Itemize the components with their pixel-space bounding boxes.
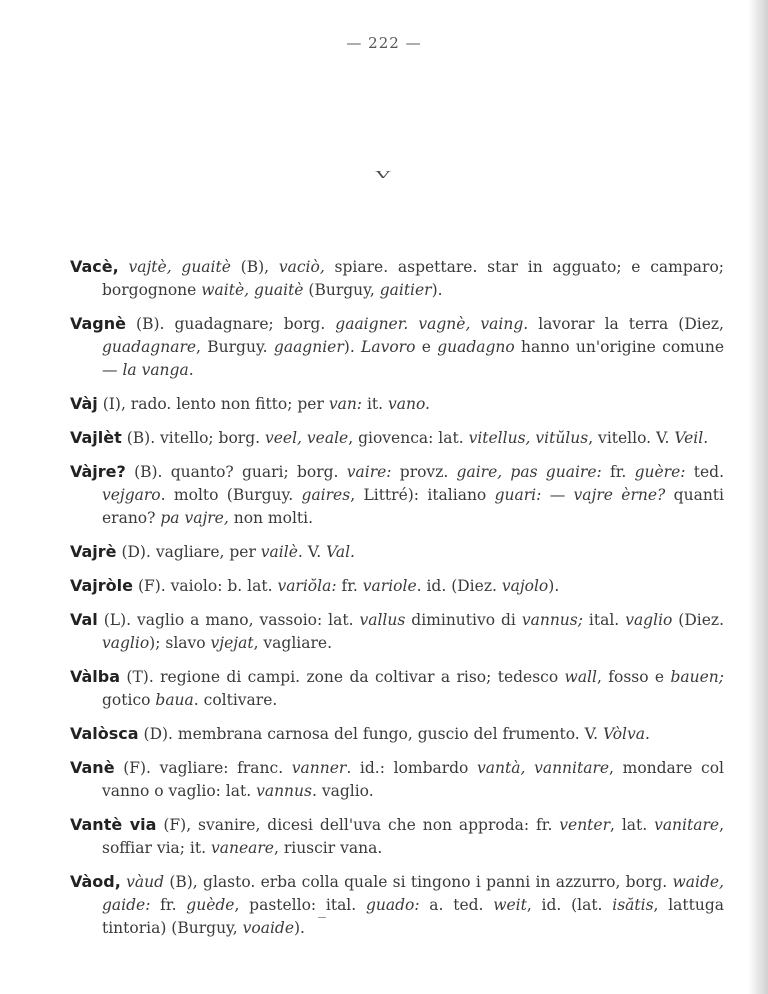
entry-italic-term: la vanga. <box>122 361 194 379</box>
page-number: — 222 — <box>346 34 422 52</box>
entry-text: . id.: lombardo <box>346 759 478 777</box>
entry-text: , id. (lat. <box>526 896 613 914</box>
entry-italic-term: gaires <box>301 486 351 504</box>
entry-italic-term: Vòlva. <box>602 725 650 743</box>
entry-text: (B), <box>230 258 279 276</box>
dictionary-entry <box>70 608 724 655</box>
entry-text: , vagliare. <box>253 634 333 652</box>
entry-italic-term: vajre èrne? <box>573 486 666 504</box>
entry-text: (B), glasto. erba colla quale si tingono i panni in azzurro, borg. <box>164 873 673 891</box>
entry-text: ). <box>294 919 305 937</box>
dictionary-entry <box>70 460 724 530</box>
entry-text: . coltivare. <box>193 691 278 709</box>
entry-text: fr. <box>601 463 635 481</box>
entry-headword: Vajròle <box>70 576 134 595</box>
entry-headword: Vacè, <box>70 257 119 276</box>
entry-text: , mondare col vanno o vaglio: lat. <box>102 759 724 800</box>
entry-text: ); slavo <box>149 634 211 652</box>
dictionary-entry <box>70 813 724 860</box>
entry-text: (B). quanto? guari; borg. <box>125 463 347 481</box>
entry-text: . molto (Burguy. <box>160 486 302 504</box>
entry-italic-term: vanner <box>291 759 347 777</box>
entry-italic-term: gaagnier <box>273 338 344 356</box>
entry-text: quanti erano? <box>102 486 724 527</box>
entry-headword: Vantè via <box>70 815 157 834</box>
dictionary-entry <box>70 255 724 302</box>
entry-headword: Vajrè <box>70 542 117 561</box>
entry-text: — <box>541 486 574 504</box>
entry-text: provz. <box>391 463 457 481</box>
entry-italic-term: vailè. <box>260 543 303 561</box>
entry-italic-term: waitè, guaitè <box>201 281 304 299</box>
entry-text: ). <box>548 577 560 595</box>
entry-text: . vaglio. <box>311 782 374 800</box>
entry-text: (Burguy, <box>303 281 380 299</box>
entry-text: (T). regione di campi. zone da coltivar a riso; tedesco <box>120 668 565 686</box>
entry-italic-term: wall <box>564 668 597 686</box>
entry-italic-term: gaire, pas guaire: <box>456 463 602 481</box>
entry-text: , pastello: ital. <box>234 896 366 914</box>
dictionary-entry <box>70 392 724 416</box>
entry-italic-term: guède <box>186 896 235 914</box>
entry-italic-term: pa vajre, <box>160 509 229 527</box>
page-mark <box>318 917 326 918</box>
entry-italic-term: variŏla: <box>277 577 337 595</box>
entry-text: (F). vagliare: franc. <box>114 759 292 777</box>
entry-italic-term: voaide <box>242 919 294 937</box>
entry-italic-term: vaneare <box>210 839 274 857</box>
entry-headword: Vàj <box>70 394 98 413</box>
section-letter: V <box>375 169 393 181</box>
dictionary-entry <box>70 870 724 940</box>
entry-italic-term: Val. <box>326 543 355 561</box>
entry-text: , Littré): italiano <box>350 486 495 504</box>
entry-italic-term: vjejat <box>210 634 254 652</box>
entry-text: fr. <box>150 896 187 914</box>
entry-text: ). <box>431 281 443 299</box>
entry-text: hanno un'origine comune — <box>102 338 724 379</box>
entry-text: diminutivo di <box>405 611 522 629</box>
dictionary-entry <box>70 574 724 598</box>
entry-text: (Diez. <box>672 611 725 629</box>
entry-italic-term: gaitier <box>379 281 432 299</box>
entry-italic-term: guadagnare <box>102 338 197 356</box>
entry-text: ted. <box>685 463 725 481</box>
entry-italic-term: vaciò, <box>278 258 325 276</box>
entry-italic-term: baua <box>155 691 194 709</box>
entry-italic-term: guère: <box>634 463 686 481</box>
entry-text: , Burguy. <box>196 338 274 356</box>
entry-italic-term: isătis <box>612 896 654 914</box>
entry-italic-term: weit <box>493 896 527 914</box>
dictionary-entry <box>70 756 724 803</box>
entry-headword: Vajlèt <box>70 428 122 447</box>
entry-italic-term: vaglio <box>625 611 673 629</box>
entry-text: (D). vagliare, per <box>116 543 261 561</box>
entry-italic-term: vajtè, guaitè <box>128 258 231 276</box>
entry-italic-term: vannus; <box>521 611 583 629</box>
entry-italic-term: guado: <box>365 896 420 914</box>
entry-text: V. <box>302 543 327 561</box>
entry-headword: Val <box>70 610 98 629</box>
entry-italic-term: vannus <box>256 782 312 800</box>
entry-text: . lavorar la terra (Diez, <box>523 315 724 333</box>
entry-headword: Vagnè <box>70 314 126 333</box>
entry-text: (B). vitello; borg. <box>121 429 265 447</box>
entry-text <box>119 258 129 276</box>
dictionary-entry <box>70 426 724 450</box>
entry-italic-term: vaglio <box>102 634 150 652</box>
entry-italic-term: veel, veale <box>265 429 349 447</box>
entry-text: , soffiar via; it. <box>102 816 724 857</box>
entry-italic-term: guari: <box>494 486 542 504</box>
entry-text: ital. <box>582 611 626 629</box>
entry-text: fr. <box>336 577 363 595</box>
entry-italic-term: variole <box>362 577 417 595</box>
entry-text: ). <box>343 338 362 356</box>
entry-text: , lat. <box>610 816 655 834</box>
entry-headword: Vàlba <box>70 667 121 686</box>
entry-text: , vitello. V. <box>588 429 675 447</box>
entry-text: , riuscir vana. <box>273 839 383 857</box>
entry-text: it. <box>362 395 388 413</box>
entry-text: (L). vaglio a mano, vassoio: lat. <box>97 611 360 629</box>
entry-text: (F), svanire, dicesi dell'uva che non approda: fr. <box>156 816 560 834</box>
entry-text: . id. (Diez. <box>416 577 502 595</box>
entry-italic-term: vaire: <box>346 463 392 481</box>
entry-italic-term: vantà, vannitare <box>477 759 610 777</box>
entry-headword: Vanè <box>70 758 115 777</box>
entry-text: spiare. aspettare. star in agguato; e camparo; borgognone <box>102 258 724 299</box>
page-edge-shadow <box>748 0 768 994</box>
entry-text: e <box>415 338 438 356</box>
entry-italic-term: vejgaro <box>102 486 161 504</box>
dictionary-entry <box>70 312 724 382</box>
entry-italic-term: gaaigner. vagnè, vaing <box>335 315 524 333</box>
entry-text: (B). guadagnare; borg. <box>126 315 336 333</box>
entry-italic-term: vitellus, vitŭlus <box>468 429 589 447</box>
entry-headword: Valòsca <box>70 724 139 743</box>
entry-text: , lattuga tintoria) (Burguy, <box>102 896 725 937</box>
entry-italic-term: venter <box>559 816 610 834</box>
entry-text: (D). membrana carnosa del fungo, guscio del frumento. V. <box>138 725 603 743</box>
dictionary-entries <box>70 255 724 950</box>
entry-text: (F). vaiolo: b. lat. <box>133 577 278 595</box>
entry-text: a. ted. <box>419 896 494 914</box>
dictionary-entry <box>70 665 724 712</box>
entry-text: (I), rado. lento non fitto; per <box>97 395 329 413</box>
entry-italic-term: guadagno <box>437 338 515 356</box>
entry-italic-term: vanitare <box>654 816 720 834</box>
entry-text: non molti. <box>228 509 314 527</box>
dictionary-entry <box>70 722 724 746</box>
entry-text: , giovenca: lat. <box>348 429 469 447</box>
dictionary-entry <box>70 540 724 564</box>
entry-text: gotico <box>102 691 156 709</box>
entry-italic-term: Veil. <box>674 429 709 447</box>
entry-italic-term: Lavoro <box>361 338 416 356</box>
entry-italic-term: vano. <box>388 395 430 413</box>
entry-headword: Vàod, <box>70 872 121 891</box>
entry-italic-term: bauen; <box>670 668 724 686</box>
entry-text: , fosso e <box>596 668 671 686</box>
entry-italic-term: vallus <box>359 611 406 629</box>
entry-headword: Vàjre? <box>70 462 126 481</box>
entry-italic-term: waide, gaide: <box>102 873 724 914</box>
entry-italic-term: vajolo <box>501 577 549 595</box>
entry-italic-term: van: <box>328 395 363 413</box>
entry-italic-term: vàud <box>126 873 165 891</box>
